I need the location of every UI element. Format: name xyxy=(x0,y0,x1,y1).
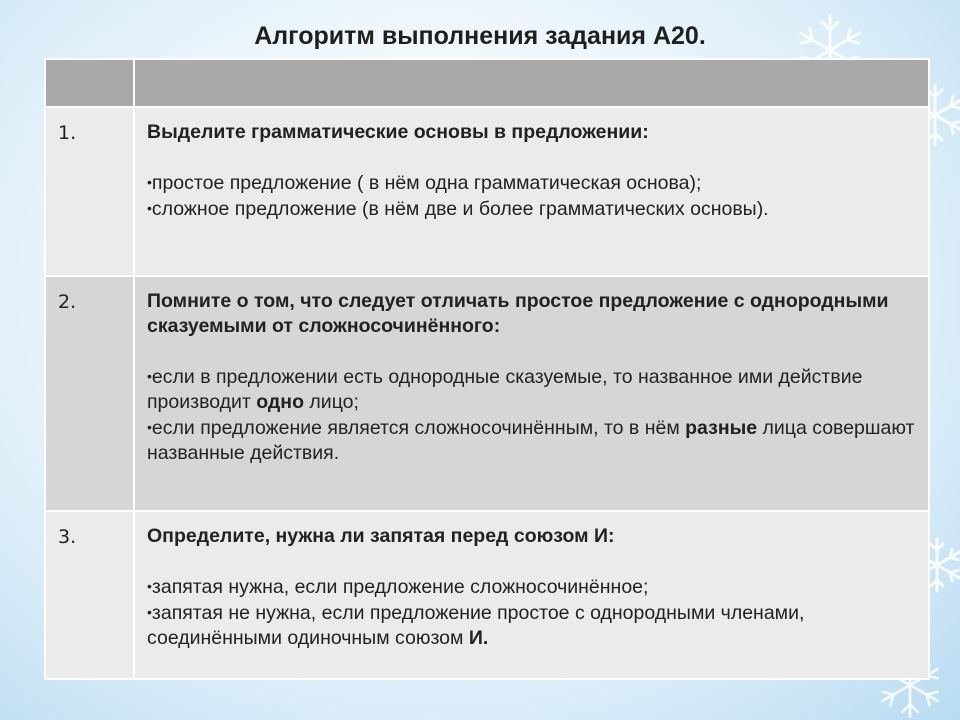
bullet-text: если в предложении есть однородные сказуемые, то названное ими действие производит xyxy=(147,366,863,413)
step-heading: Определите, нужна ли запятая перед союзом И: xyxy=(147,525,615,547)
step-number: 1. xyxy=(45,107,134,276)
step-bullets xyxy=(147,170,916,222)
step-heading: Выделите грамматические основы в предложении: xyxy=(147,121,649,143)
bullet-dot-icon: • xyxy=(147,200,152,216)
bullet-dot-icon: • xyxy=(147,419,152,435)
header-cell-number xyxy=(45,59,134,107)
table-row xyxy=(45,107,929,276)
bullet-dot-icon: • xyxy=(147,578,152,594)
bullet-dot-icon: • xyxy=(147,604,152,620)
bullet-item xyxy=(147,600,916,651)
bullet-text: лицо; xyxy=(304,391,359,413)
bullet-item xyxy=(147,415,916,466)
bullet-text: если предложение является сложносочинённым, то в нём xyxy=(151,417,686,439)
bullet-emphasis: разные xyxy=(685,417,758,439)
bullet-item xyxy=(147,574,916,600)
table-row xyxy=(45,276,929,511)
bullet-text: простое предложение ( в нём одна грамматическая основа); xyxy=(151,172,702,194)
table-row xyxy=(45,511,929,679)
bullet-text: лица совершают названные действия. xyxy=(147,417,915,464)
bullet-item xyxy=(147,364,916,415)
step-heading: Помните о том, что следует отличать простое предложение с однородными сказуемыми от сложносочинённого: xyxy=(147,290,889,337)
slide-title: Алгоритм выполнения задания А20. xyxy=(254,22,706,50)
bullet-emphasis: одно xyxy=(256,391,304,413)
algorithm-table xyxy=(44,58,930,680)
bullet-text: запятая нужна, если предложение сложносочинённое; xyxy=(151,576,649,598)
bullet-text: запятая не нужна, если предложение простое с однородными членами, соединёнными одиночным союзом xyxy=(147,602,805,649)
step-content xyxy=(134,107,929,276)
bullet-item xyxy=(147,196,916,222)
step-bullets xyxy=(147,364,916,466)
header-cell-content xyxy=(134,59,929,107)
table-header-row xyxy=(45,59,929,107)
step-bullets xyxy=(147,574,916,651)
bullet-item xyxy=(147,170,916,196)
step-content xyxy=(134,276,929,511)
bullet-text: сложное предложение (в нём две и более грамматических основы). xyxy=(151,198,769,220)
bullet-dot-icon: • xyxy=(147,368,152,384)
step-content xyxy=(134,511,929,679)
step-number: 2. xyxy=(45,276,134,511)
step-number: 3. xyxy=(45,511,134,679)
bullet-emphasis: И. xyxy=(468,627,489,649)
bullet-dot-icon: • xyxy=(147,174,152,190)
